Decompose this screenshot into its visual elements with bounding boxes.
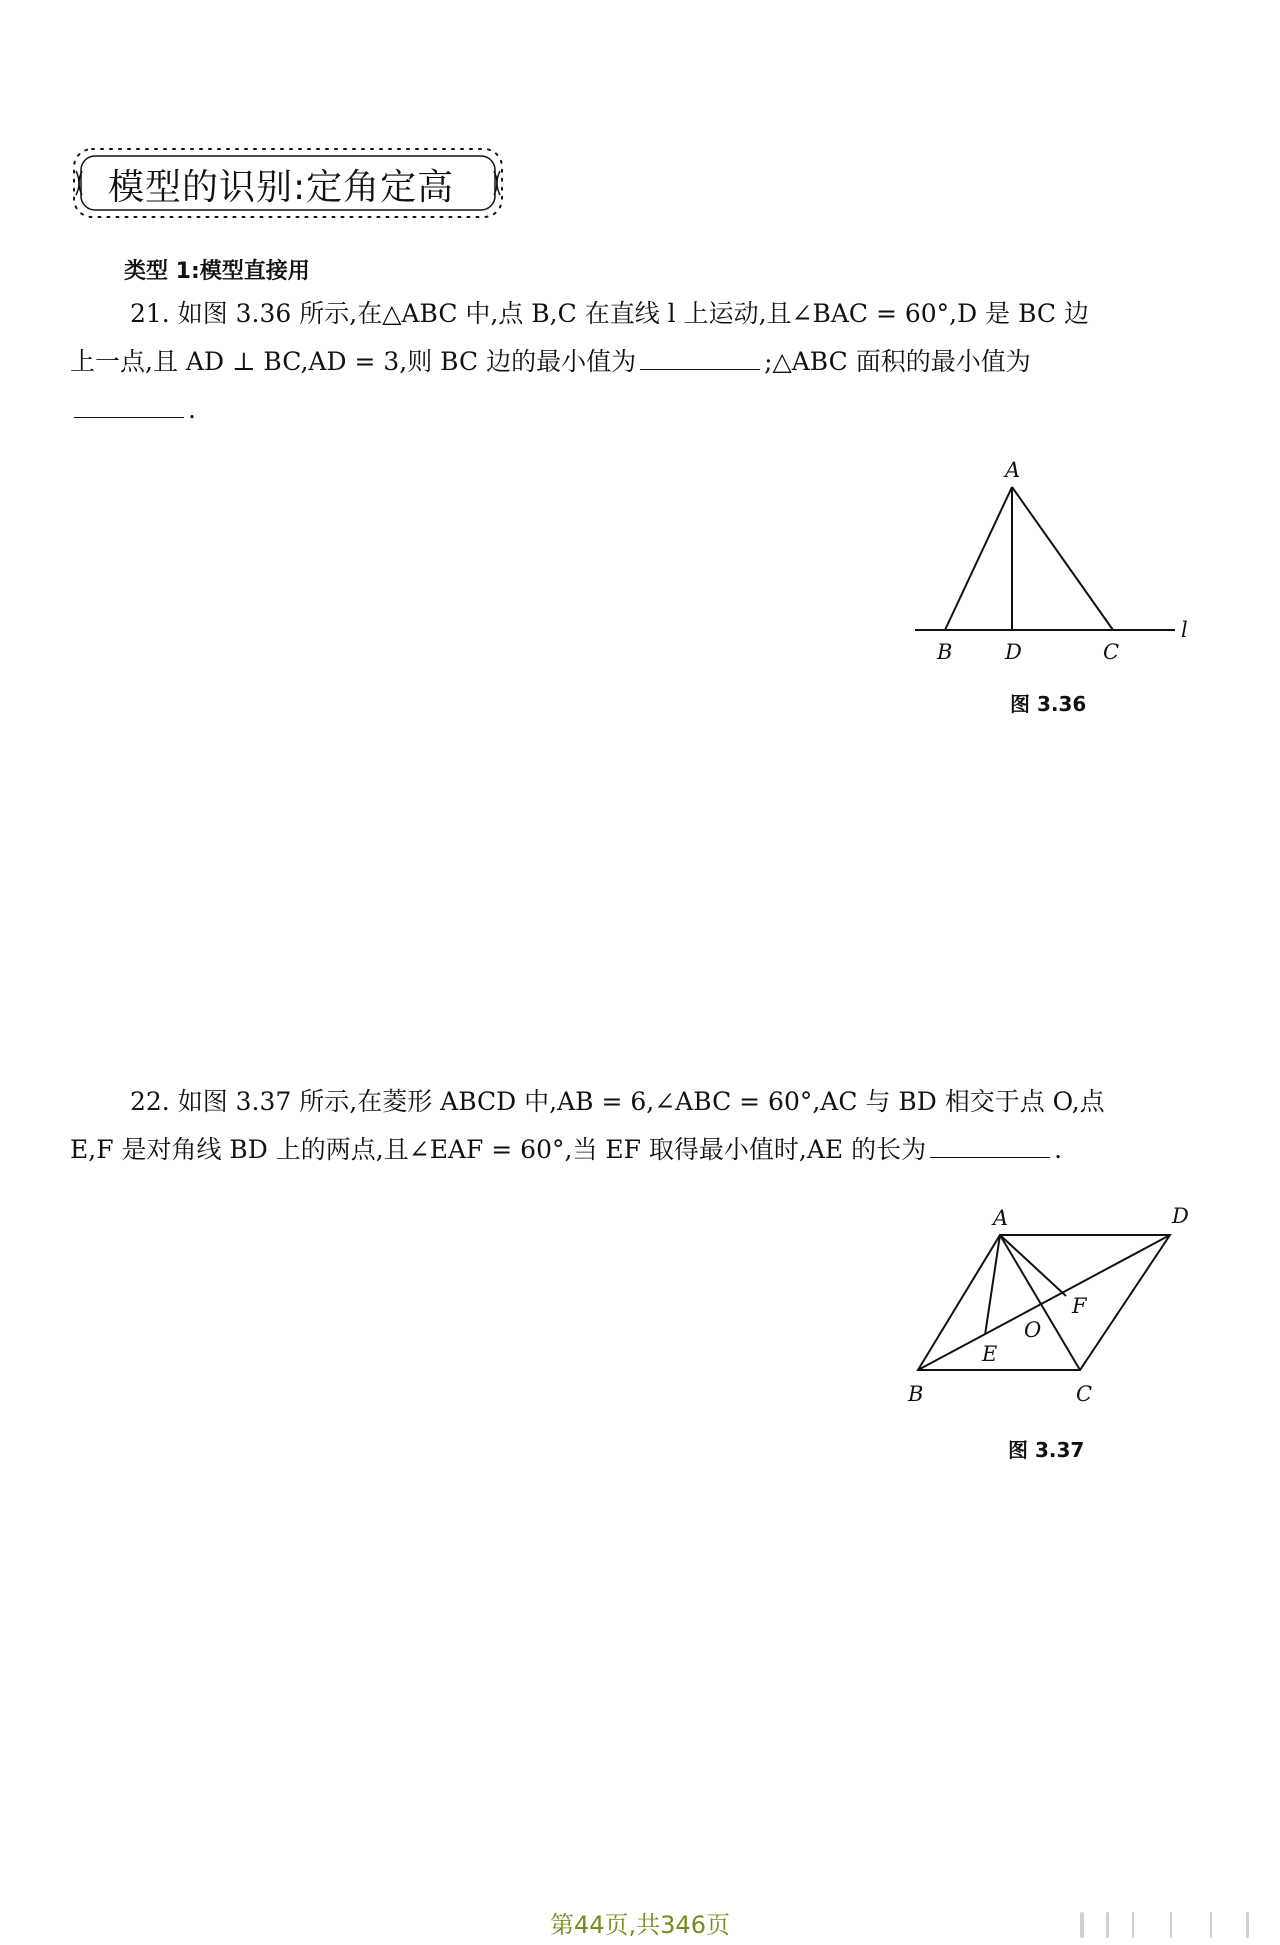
- label-d: D: [1172, 1204, 1189, 1228]
- segment-ae: [985, 1235, 1000, 1335]
- problem-21-text-a: 上一点,且 AD ⊥ BC,AD = 3,则 BC 边的最小值为: [70, 347, 637, 376]
- section-title: 模型的识别:定角定高: [108, 167, 455, 208]
- label-b: B: [908, 1382, 924, 1406]
- problem-21: [70, 290, 1218, 434]
- problem-21-line-2: [70, 338, 1218, 386]
- label-b: B: [937, 640, 953, 664]
- subheading: 类型 1:模型直接用: [124, 259, 310, 284]
- period: .: [188, 395, 196, 424]
- problem-22: [70, 1078, 1218, 1174]
- problem-21-text-b: ;△ABC 面积的最小值为: [764, 347, 1031, 376]
- segment-ac: [1012, 487, 1113, 630]
- answer-blank-ae[interactable]: [930, 1135, 1050, 1158]
- period: .: [1054, 1135, 1063, 1164]
- problem-21-line-3: [70, 386, 1218, 434]
- figure-3-36-caption: 图 3.36: [1010, 692, 1087, 716]
- figure-3-37-caption: 图 3.37: [1008, 1438, 1085, 1462]
- label-c: C: [1076, 1382, 1093, 1406]
- segment-af: [1000, 1235, 1066, 1296]
- label-a: A: [993, 1206, 1009, 1230]
- label-o: O: [1024, 1318, 1042, 1342]
- label-f: F: [1072, 1294, 1087, 1318]
- page-indicator: 第44页,共346页: [550, 1911, 730, 1939]
- answer-blank-bc[interactable]: [640, 347, 760, 370]
- segment-ab: [945, 487, 1012, 630]
- problem-22-text-a: E,F 是对角线 BD 上的两点,且∠EAF = 60°,当 EF 取得最小值时,AE 的长为: [70, 1135, 927, 1164]
- problem-22-line-2: [70, 1126, 1218, 1174]
- label-l: l: [1181, 618, 1188, 642]
- problem-22-line-1: 22. 如图 3.37 所示,在菱形 ABCD 中,AB = 6,∠ABC = 60°,AC 与 BD 相交于点 O,点: [130, 1087, 1105, 1116]
- figure-3-36: [905, 455, 1205, 670]
- label-d: D: [1005, 640, 1022, 664]
- answer-blank-area[interactable]: [74, 395, 184, 418]
- diagonal-ac: [1000, 1235, 1080, 1370]
- label-a: A: [1005, 458, 1021, 482]
- label-c: C: [1103, 640, 1120, 664]
- problem-21-line-1: 21. 如图 3.36 所示,在△ABC 中,点 B,C 在直线 l 上运动,且∠BAC = 60°,D 是 BC 边: [130, 299, 1089, 328]
- diagonal-bd: [918, 1235, 1170, 1370]
- figure-3-37: [900, 1195, 1210, 1420]
- label-e: E: [982, 1342, 998, 1366]
- section-banner: [68, 143, 508, 223]
- scroll-indicator[interactable]: [1070, 1912, 1260, 1942]
